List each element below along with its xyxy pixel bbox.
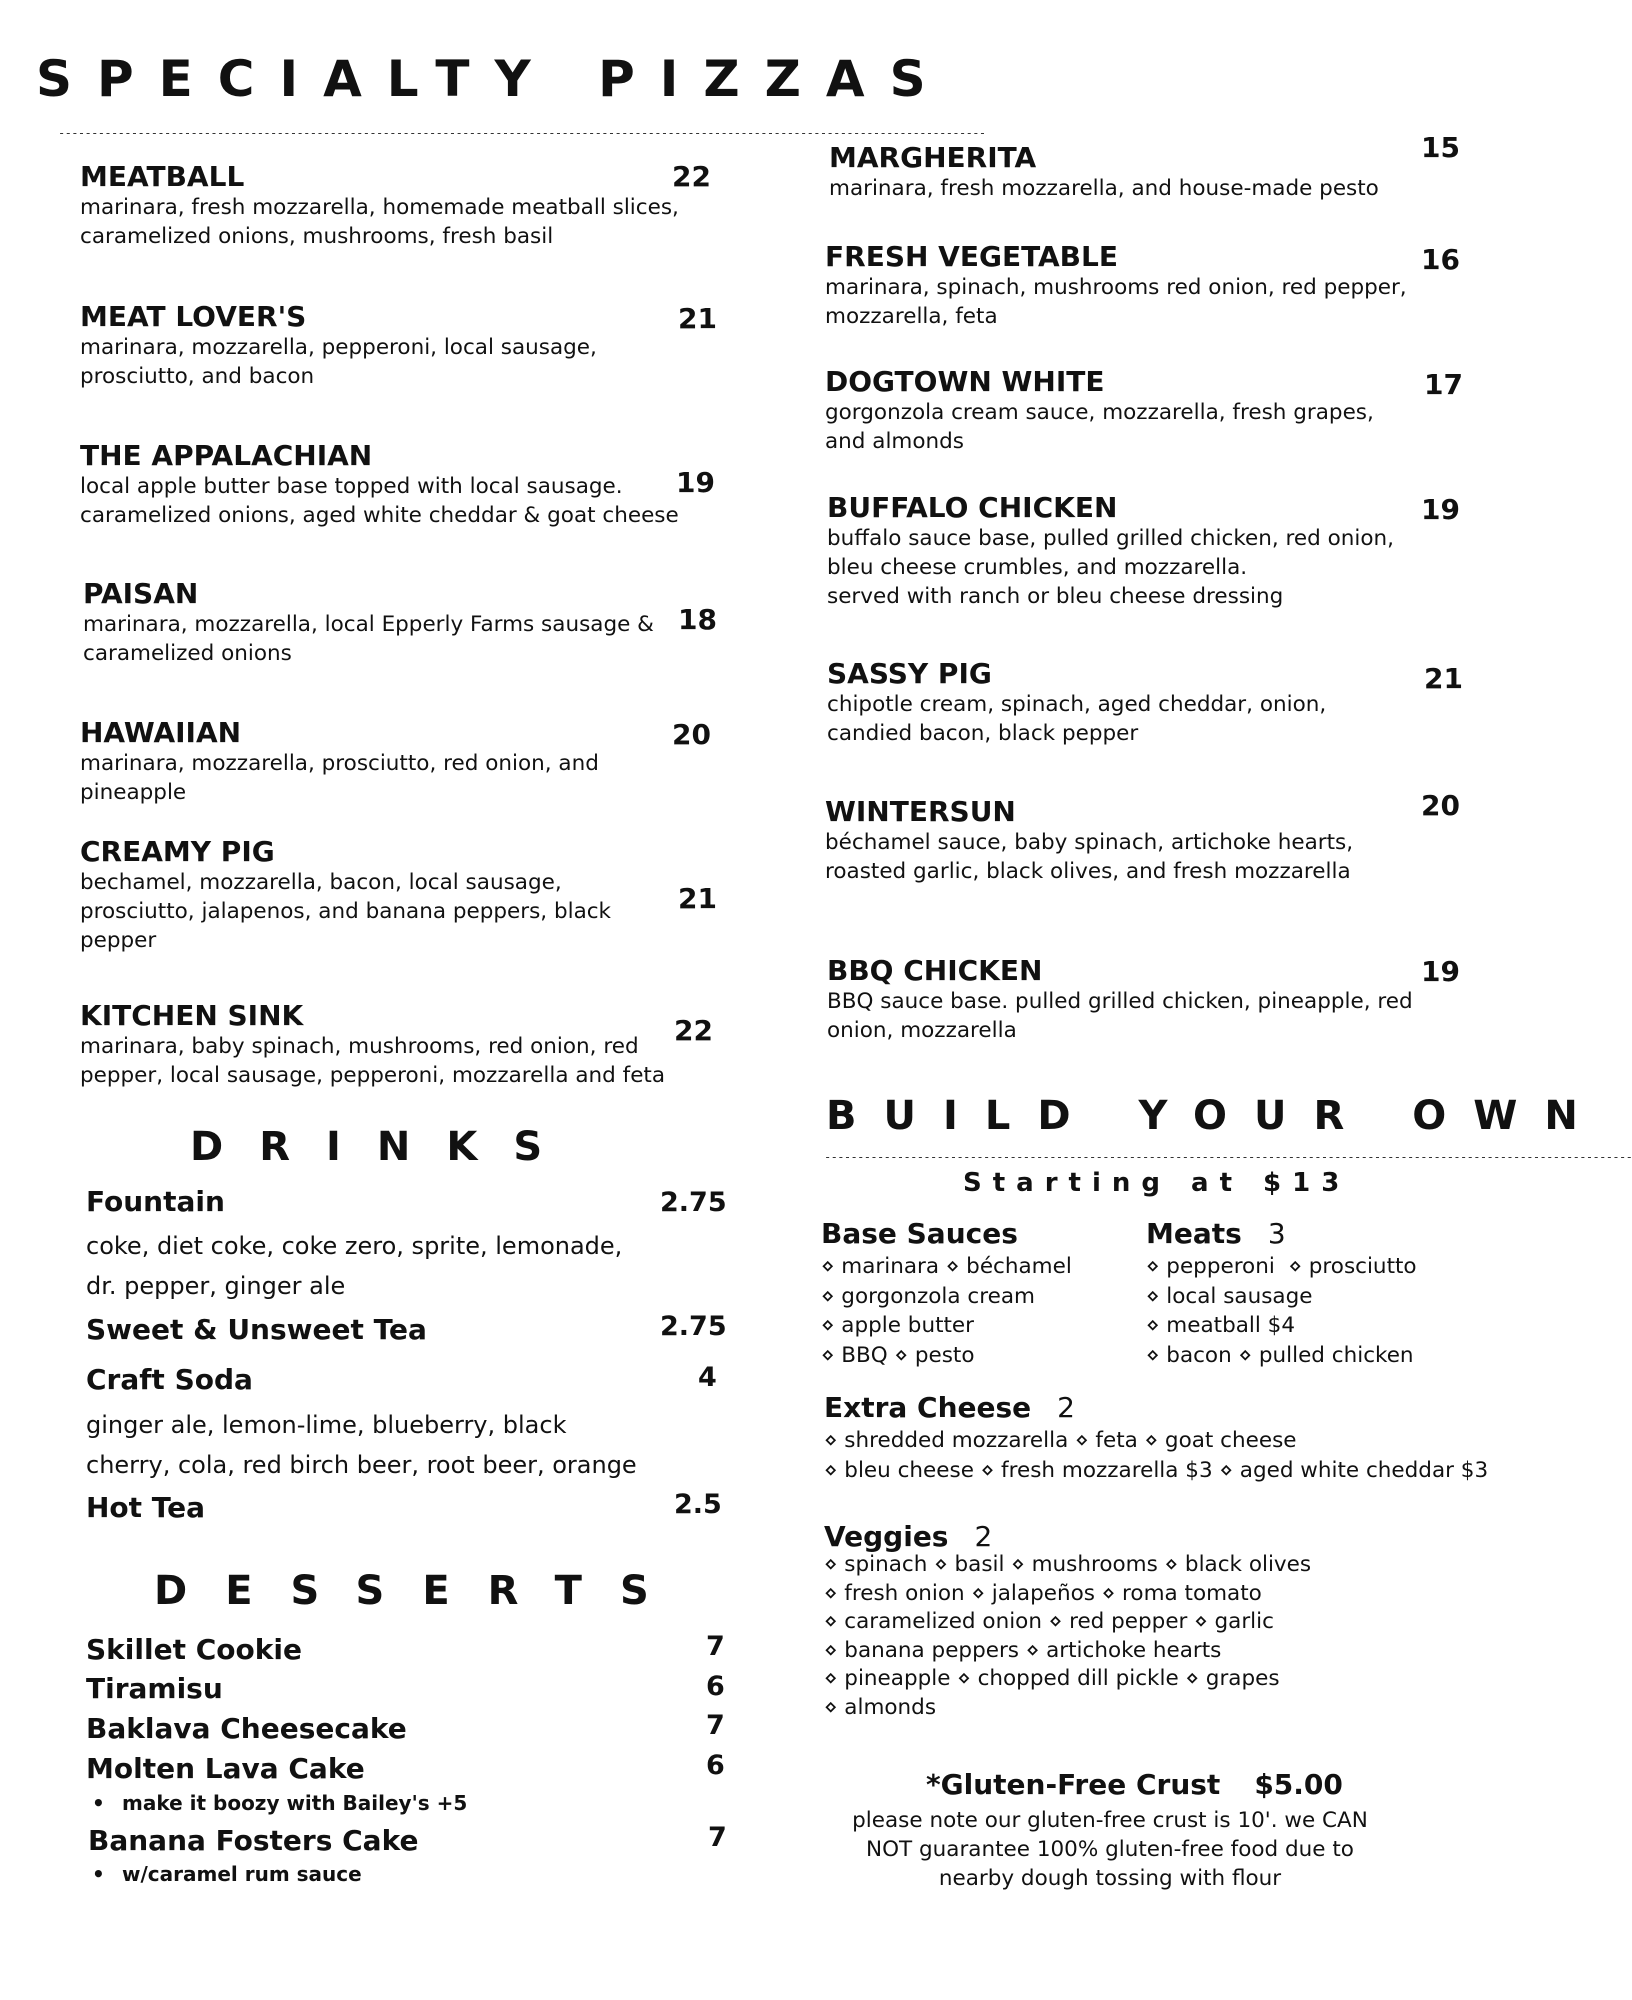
pizza-description: BBQ sauce base. pulled grilled chicken, pineapple, red onion, mozzarella (827, 989, 1413, 1043)
option-line: ⋄ shredded mozzarella ⋄ feta ⋄ goat cheese (824, 1428, 1297, 1453)
option-line: ⋄ banana peppers ⋄ artichoke hearts (824, 1637, 1222, 1663)
drink-price: 2.5 (674, 1489, 722, 1520)
option-line: ⋄ bleu cheese ⋄ fresh mozzarella $3 ⋄ aged white cheddar $3 (824, 1457, 1489, 1483)
pizza-description: marinara, fresh mozzarella, homemade meatball slices, caramelized onions, mushrooms, fresh basil (80, 195, 679, 249)
pizza-description: local apple butter base topped with local sausage. caramelized onions, aged white cheddar & goat cheese (80, 474, 679, 528)
dessert-price: 7 (706, 1631, 725, 1662)
pizza-item-dogtown-white (825, 366, 1395, 456)
pizza-price: 22 (672, 160, 711, 193)
option-line: ⋄ bacon ⋄ pulled chicken (1146, 1342, 1414, 1368)
option-line: ⋄ BBQ ⋄ pesto (821, 1342, 975, 1368)
category-price: 2 (974, 1520, 993, 1553)
option-line: ⋄ almonds (824, 1694, 937, 1720)
pizza-name: DOGTOWN WHITE (825, 365, 1105, 398)
gluten-free-note: please note our gluten-free crust is 10'. we CAN NOT guarantee 100% gluten-free food due to nearby dough tossing with flour (852, 1808, 1368, 1891)
pizza-price: 20 (672, 718, 711, 751)
pizza-price: 17 (1424, 368, 1463, 401)
pizza-name: SASSY PIG (827, 657, 992, 690)
gluten-free-title: *Gluten-Free Crust (926, 1768, 1221, 1801)
pizza-name: MEAT LOVER'S (80, 300, 307, 333)
pizza-description: bechamel, mozzarella, bacon, local sausage, prosciutto, jalapenos, and banana peppers, black pepper (80, 870, 612, 953)
pizza-description: marinara, spinach, mushrooms red onion, red pepper, mozzarella, feta (825, 275, 1407, 329)
dessert-price: 7 (708, 1822, 727, 1853)
base-sauces-options (821, 1252, 1072, 1370)
pizza-description: marinara, baby spinach, mushrooms, red onion, red pepper, local sausage, pepperoni, mozzarella and feta (80, 1034, 666, 1088)
category-name: Base Sauces (821, 1217, 1018, 1250)
pizza-item-meat-lovers (80, 301, 640, 391)
pizza-item-appalachian (80, 440, 690, 530)
build-divider: -------------------------------------------------------------------------------------------------------------------------- (824, 1150, 1632, 1164)
dessert-name: Baklava Cheesecake (86, 1712, 407, 1745)
pizza-item-hawaiian (80, 717, 640, 807)
pizza-item-buffalo-chicken (827, 492, 1427, 611)
dessert-name: Skillet Cookie (86, 1633, 302, 1666)
pizza-name: PAISAN (83, 577, 199, 610)
drink-name: Fountain (86, 1185, 225, 1218)
veggies-options (824, 1551, 1311, 1722)
pizza-item-kitchen-sink (80, 1000, 680, 1090)
pizza-price: 21 (678, 302, 717, 335)
pizza-price: 19 (1421, 493, 1460, 526)
category-price: 2 (1057, 1391, 1075, 1424)
pizza-item-creamy-pig (80, 836, 650, 955)
pizza-item-paisan (83, 578, 668, 668)
meats-group (1146, 1217, 1417, 1370)
pizza-name: BUFFALO CHICKEN (827, 491, 1118, 524)
dessert-name: Molten Lava Cake (86, 1752, 365, 1785)
specialty-pizzas-title: SPECIALTY PIZZAS (36, 50, 951, 108)
pizza-price: 16 (1421, 243, 1460, 276)
pizza-name: BBQ CHICKEN (827, 954, 1043, 987)
option-line: ⋄ meatball $4 (1146, 1313, 1296, 1338)
drink-description: ginger ale, lemon-lime, blueberry, black cherry, cola, red birch beer, root beer, orange (86, 1411, 637, 1479)
pizza-description: marinara, fresh mozzarella, and house-made pesto (829, 176, 1379, 201)
pizza-name: KITCHEN SINK (80, 999, 304, 1032)
pizza-price: 19 (676, 466, 715, 499)
build-your-own-title: BUILD YOUR OWN (826, 1093, 1605, 1139)
drinks-title: DRINKS (190, 1124, 579, 1170)
pizza-price: 19 (1421, 955, 1460, 988)
drink-name: Craft Soda (86, 1363, 253, 1396)
drink-name: Hot Tea (86, 1491, 206, 1524)
drink-description: coke, diet coke, coke zero, sprite, lemonade, dr. pepper, ginger ale (86, 1232, 623, 1300)
dessert-note: • w/caramel rum sauce (86, 1862, 362, 1886)
dessert-price: 7 (706, 1710, 725, 1741)
desserts-title: DESSERTS (154, 1568, 687, 1614)
option-line: ⋄ caramelized onion ⋄ red pepper ⋄ garlic (824, 1609, 1274, 1634)
drink-price: 2.75 (660, 1187, 727, 1218)
option-line: ⋄ pepperoni ⋄ prosciutto (1146, 1254, 1417, 1279)
pizza-description: chipotle cream, spinach, aged cheddar, onion, candied bacon, black pepper (827, 692, 1327, 746)
pizza-description: marinara, mozzarella, prosciutto, red onion, and pineapple (80, 751, 599, 805)
pizza-price: 15 (1421, 131, 1460, 164)
pizza-price: 22 (674, 1014, 713, 1047)
pizza-name: WINTERSUN (825, 795, 1016, 828)
pizza-name: MARGHERITA (829, 141, 1037, 174)
base-sauces-title (821, 1217, 1072, 1250)
option-line: ⋄ gorgonzola cream (821, 1283, 1035, 1309)
title-divider: -------------------------------------------------------------------------------------------------------------------------------------------- (58, 126, 986, 140)
pizza-description: béchamel sauce, baby spinach, artichoke hearts, roasted garlic, black olives, and fresh mozzarella (825, 830, 1354, 884)
drink-name: Sweet & Unsweet Tea (86, 1313, 427, 1346)
category-name: Veggies (824, 1520, 949, 1553)
option-line: ⋄ pineapple ⋄ chopped dill pickle ⋄ grapes (824, 1666, 1280, 1691)
base-sauces-group (821, 1217, 1072, 1370)
pizza-name: THE APPALACHIAN (80, 439, 373, 472)
pizza-item-fresh-vegetable (825, 241, 1425, 331)
category-name: Extra Cheese (824, 1391, 1032, 1424)
drink-price: 2.75 (660, 1311, 727, 1342)
pizza-price: 18 (678, 603, 717, 636)
drink-price: 4 (698, 1362, 717, 1393)
pizza-price: 20 (1421, 789, 1460, 822)
starting-price: Starting at $13 (963, 1168, 1351, 1198)
extra-cheese-group (824, 1391, 1488, 1485)
dessert-price: 6 (706, 1671, 725, 1702)
category-name: Meats (1146, 1217, 1242, 1250)
gluten-free-price: $5.00 (1254, 1768, 1343, 1801)
pizza-price: 21 (678, 882, 717, 915)
pizza-name: FRESH VEGETABLE (825, 240, 1118, 273)
pizza-item-bbq-chicken (827, 955, 1427, 1045)
dessert-name: Banana Fosters Cake (88, 1824, 419, 1857)
pizza-description: marinara, mozzarella, local Epperly Farms sausage & caramelized onions (83, 612, 654, 666)
veggies-title (824, 1520, 1311, 1553)
pizza-name: MEATBALL (80, 160, 245, 193)
dessert-name: Tiramisu (86, 1672, 223, 1705)
pizza-description: gorgonzola cream sauce, mozzarella, fresh grapes, and almonds (825, 400, 1374, 454)
pizza-item-wintersun (825, 796, 1405, 886)
meats-title (1146, 1217, 1417, 1250)
extra-cheese-title (824, 1391, 1488, 1424)
pizza-price: 21 (1424, 662, 1463, 695)
category-price: 3 (1267, 1217, 1286, 1250)
pizza-item-sassy-pig (827, 658, 1387, 748)
option-line: ⋄ fresh onion ⋄ jalapeños ⋄ roma tomato (824, 1580, 1262, 1606)
gluten-free-heading (926, 1768, 1343, 1801)
pizza-description: marinara, mozzarella, pepperoni, local sausage, prosciutto, and bacon (80, 335, 597, 389)
veggies-group (824, 1520, 1311, 1722)
pizza-name: CREAMY PIG (80, 835, 275, 868)
pizza-name: HAWAIIAN (80, 716, 242, 749)
dessert-note: • make it boozy with Bailey's +5 (86, 1791, 467, 1815)
pizza-item-meatball (80, 161, 690, 251)
meats-options (1146, 1252, 1417, 1370)
option-line: ⋄ spinach ⋄ basil ⋄ mushrooms ⋄ black olives (824, 1552, 1312, 1577)
pizza-description: buffalo sauce base, pulled grilled chicken, red onion, bleu cheese crumbles, and mozzarella. served with ranch or bleu cheese dressing (827, 526, 1394, 609)
option-line: ⋄ marinara ⋄ béchamel (821, 1254, 1072, 1279)
option-line: ⋄ apple butter (821, 1313, 974, 1338)
pizza-item-margherita (829, 142, 1409, 203)
option-line: ⋄ local sausage (1146, 1283, 1313, 1309)
extra-cheese-options (824, 1426, 1488, 1485)
dessert-price: 6 (706, 1750, 725, 1781)
